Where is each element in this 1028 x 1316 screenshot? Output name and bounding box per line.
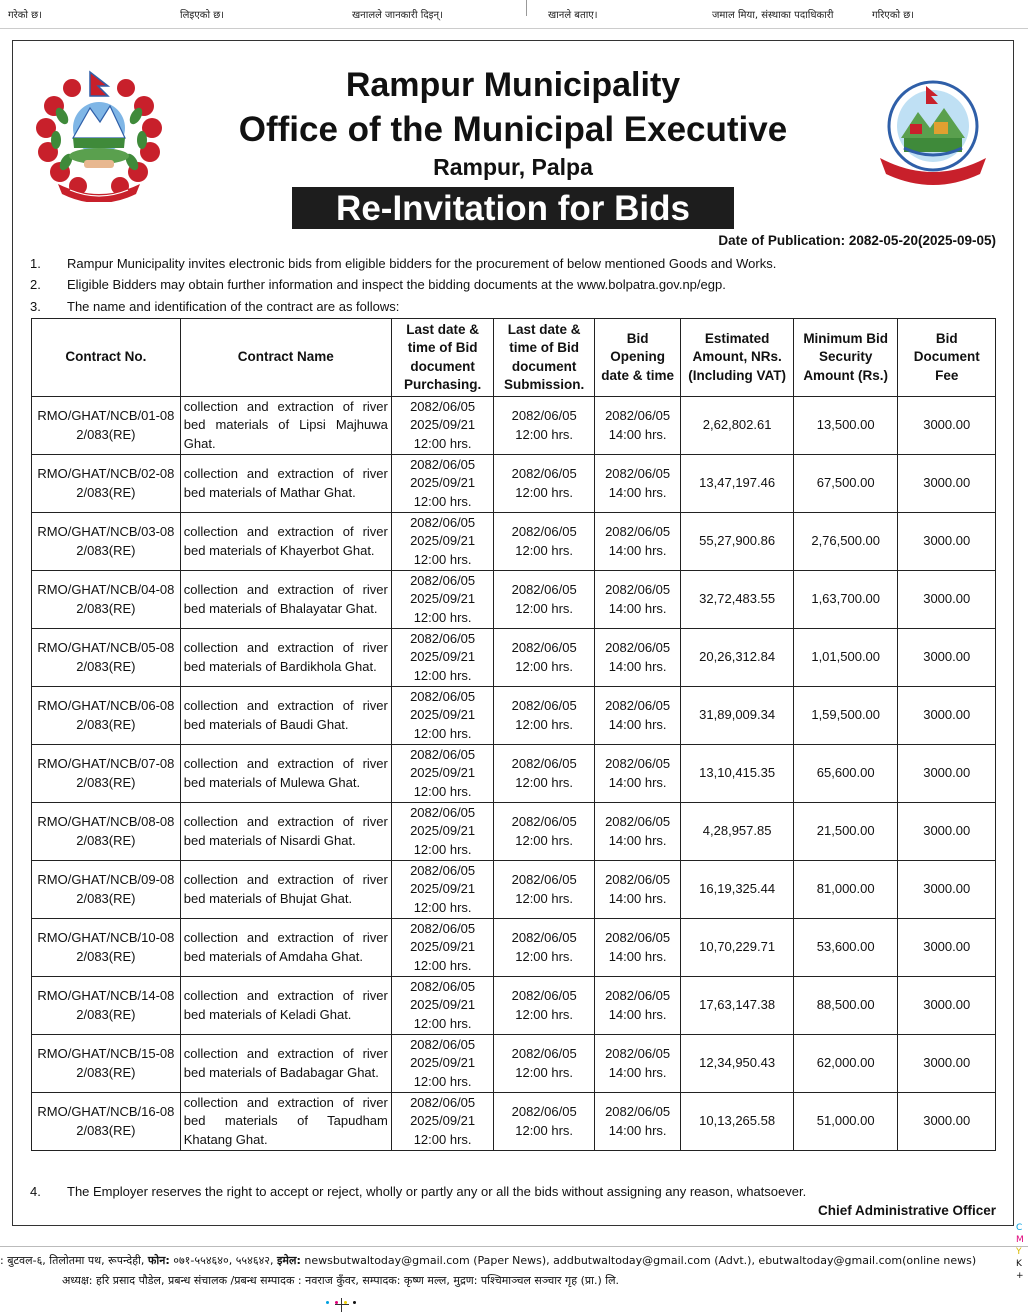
submission-deadline: 2082/06/05 12:00 hrs. [494, 455, 595, 513]
cyan-mark: C [1016, 1223, 1023, 1233]
opening-date: 2082/06/05 14:00 hrs. [594, 629, 680, 687]
contract-name: collection and extraction of river bed materials of Nisardi Ghat. [180, 803, 391, 861]
office-name: Office of the Municipal Executive [238, 110, 788, 149]
opening-date: 2082/06/05 14:00 hrs. [594, 861, 680, 919]
estimated-amount: 10,70,229.71 [681, 919, 794, 977]
contract-number: RMO/GHAT/NCB/15-082/083(RE) [32, 1035, 181, 1093]
purchase-deadline: 2082/06/05 2025/09/21 12:00 hrs. [391, 629, 494, 687]
submission-deadline: 2082/06/05 12:00 hrs. [494, 861, 595, 919]
estimated-amount: 2,62,802.61 [681, 397, 794, 455]
purchase-deadline: 2082/06/05 2025/09/21 12:00 hrs. [391, 397, 494, 455]
submission-deadline: 2082/06/05 12:00 hrs. [494, 1093, 595, 1151]
bid-document-fee: 3000.00 [898, 1035, 996, 1093]
top-strip-text: गरिएको छ। [872, 10, 915, 21]
opening-date: 2082/06/05 14:00 hrs. [594, 919, 680, 977]
submission-deadline: 2082/06/05 12:00 hrs. [494, 629, 595, 687]
office-location: Rampur, Palpa [433, 154, 593, 180]
publisher-staff-line: अध्यक्ष: हरि प्रसाद पौडेल, प्रबन्ध संचालक /प्रबन्ध सम्पादक : नवराज कुँवर, सम्पादक: कृष्ण मल्ल, मुद्रण: पश्चिमाञ्चल सञ्चार गृह (प्रा.) लि. [62, 1274, 620, 1287]
black-mark: K [1016, 1259, 1022, 1269]
footer-divider [0, 1246, 1028, 1247]
bid-document-fee: 3000.00 [898, 1093, 996, 1151]
bid-security-amount: 1,63,700.00 [793, 571, 898, 629]
bid-security-amount: 88,500.00 [793, 977, 898, 1035]
purchase-deadline: 2082/06/05 2025/09/21 12:00 hrs. [391, 1035, 494, 1093]
column-header: Contract No. [32, 319, 181, 397]
column-header: Bid Opening date & time [594, 319, 680, 397]
table-row [32, 687, 996, 745]
submission-deadline: 2082/06/05 12:00 hrs. [494, 571, 595, 629]
contracts-table [31, 318, 996, 1151]
bid-security-amount: 53,600.00 [793, 919, 898, 977]
bid-security-amount: 81,000.00 [793, 861, 898, 919]
contract-name: collection and extraction of river bed materials of Mathar Ghat. [180, 455, 391, 513]
estimated-amount: 12,34,950.43 [681, 1035, 794, 1093]
column-header: Contract Name [180, 319, 391, 397]
column-header: Estimated Amount, NRs. (Including VAT) [681, 319, 794, 397]
magenta-mark: M [1016, 1235, 1024, 1245]
bid-security-amount: 21,500.00 [793, 803, 898, 861]
submission-deadline: 2082/06/05 12:00 hrs. [494, 803, 595, 861]
opening-date: 2082/06/05 14:00 hrs. [594, 745, 680, 803]
contract-number: RMO/GHAT/NCB/08-082/083(RE) [32, 803, 181, 861]
opening-date: 2082/06/05 14:00 hrs. [594, 397, 680, 455]
bid-document-fee: 3000.00 [898, 861, 996, 919]
submission-deadline: 2082/06/05 12:00 hrs. [494, 513, 595, 571]
column-header: Last date & time of Bid document Submission. [494, 319, 595, 397]
submission-deadline: 2082/06/05 12:00 hrs. [494, 1035, 595, 1093]
nepal-government-emblem-icon [28, 66, 170, 202]
contract-number: RMO/GHAT/NCB/07-082/083(RE) [32, 745, 181, 803]
estimated-amount: 17,63,147.38 [681, 977, 794, 1035]
plus-mark: + [1016, 1271, 1024, 1281]
submission-deadline: 2082/06/05 12:00 hrs. [494, 745, 595, 803]
publisher-contact-line [0, 1253, 1020, 1268]
contract-name: collection and extraction of river bed materials of Lipsi Majhuwa Ghat. [180, 397, 391, 455]
table-row [32, 571, 996, 629]
phone-numbers: ०७१-५५४६४०, ५५४६४२, [169, 1254, 278, 1267]
contract-name: collection and extraction of river bed materials of Amdaha Ghat. [180, 919, 391, 977]
purchase-deadline: 2082/06/05 2025/09/21 12:00 hrs. [391, 861, 494, 919]
opening-date: 2082/06/05 14:00 hrs. [594, 1035, 680, 1093]
table-row [32, 629, 996, 687]
email-addresses: newsbutwaltoday@gmail.com (Paper News), addbutwaltoday@gmail.com (Advt.), ebutwaltoday@gmail.com(online news) [300, 1254, 977, 1267]
column-header: Minimum Bid Security Amount (Rs.) [793, 319, 898, 397]
contract-name: collection and extraction of river bed materials of Tapudham Khatang Ghat. [180, 1093, 391, 1151]
contract-number: RMO/GHAT/NCB/01-082/083(RE) [32, 397, 181, 455]
table-row [32, 1093, 996, 1151]
contract-name: collection and extraction of river bed materials of Bardikhola Ghat. [180, 629, 391, 687]
estimated-amount: 16,19,325.44 [681, 861, 794, 919]
municipality-name: Rampur Municipality [345, 66, 681, 104]
newspaper-top-strip [0, 0, 1028, 29]
contract-number: RMO/GHAT/NCB/03-082/083(RE) [32, 513, 181, 571]
bid-document-fee: 3000.00 [898, 397, 996, 455]
purchase-deadline: 2082/06/05 2025/09/21 12:00 hrs. [391, 571, 494, 629]
bid-security-amount: 1,01,500.00 [793, 629, 898, 687]
contract-number: RMO/GHAT/NCB/02-082/083(RE) [32, 455, 181, 513]
estimated-amount: 13,47,197.46 [681, 455, 794, 513]
email-label: इमेल: [277, 1254, 301, 1267]
estimated-amount: 10,13,265.58 [681, 1093, 794, 1151]
paragraph-2 [30, 277, 726, 292]
top-strip-text: खानले बताए। [548, 10, 598, 21]
purchase-deadline: 2082/06/05 2025/09/21 12:00 hrs. [391, 455, 494, 513]
bid-security-amount: 1,59,500.00 [793, 687, 898, 745]
submission-deadline: 2082/06/05 12:00 hrs. [494, 919, 595, 977]
publisher-address: : बुटवल-६, तिलोतमा पथ, रूपन्देही, [0, 1254, 148, 1267]
contract-number: RMO/GHAT/NCB/05-082/083(RE) [32, 629, 181, 687]
notice-title: Re-Invitation for Bids [292, 187, 734, 229]
table-row [32, 919, 996, 977]
column-divider [526, 0, 527, 16]
paragraph-4 [30, 1184, 806, 1199]
purchase-deadline: 2082/06/05 2025/09/21 12:00 hrs. [391, 513, 494, 571]
bid-document-fee: 3000.00 [898, 745, 996, 803]
paragraph-text: The Employer reserves the right to accept or reject, wholly or partly any or all the bids without assigning any reason, whatsoever. [67, 1184, 807, 1199]
estimated-amount: 20,26,312.84 [681, 629, 794, 687]
contract-name: collection and extraction of river bed materials of Keladi Ghat. [180, 977, 391, 1035]
paragraph-number: 3. [30, 299, 41, 314]
rampur-municipality-emblem-icon [874, 78, 992, 188]
top-strip-text: गरेको छ। [8, 10, 42, 21]
column-header: Last date & time of Bid document Purchasing. [391, 319, 494, 397]
opening-date: 2082/06/05 14:00 hrs. [594, 513, 680, 571]
contract-name: collection and extraction of river bed materials of Khayerbot Ghat. [180, 513, 391, 571]
estimated-amount: 32,72,483.55 [681, 571, 794, 629]
top-strip-text: खनालले जानकारी दिइन्। [352, 10, 443, 21]
estimated-amount: 31,89,009.34 [681, 687, 794, 745]
column-header: Bid Document Fee [898, 319, 996, 397]
contract-number: RMO/GHAT/NCB/10-082/083(RE) [32, 919, 181, 977]
table-row [32, 397, 996, 455]
bid-security-amount: 62,000.00 [793, 1035, 898, 1093]
bid-security-amount: 65,600.00 [793, 745, 898, 803]
paragraph-3 [30, 299, 399, 314]
paragraph-number: 1. [30, 256, 41, 271]
bid-security-amount: 2,76,500.00 [793, 513, 898, 571]
bid-document-fee: 3000.00 [898, 977, 996, 1035]
table-row [32, 977, 996, 1035]
purchase-deadline: 2082/06/05 2025/09/21 12:00 hrs. [391, 919, 494, 977]
paragraph-text: Eligible Bidders may obtain further information and inspect the bidding documents at the www.bolpatra.gov.np/egp. [67, 277, 726, 292]
opening-date: 2082/06/05 14:00 hrs. [594, 455, 680, 513]
bid-document-fee: 3000.00 [898, 803, 996, 861]
phone-label: फोन: [147, 1254, 170, 1267]
submission-deadline: 2082/06/05 12:00 hrs. [494, 977, 595, 1035]
opening-date: 2082/06/05 14:00 hrs. [594, 687, 680, 745]
registration-crosshair-icon [335, 1298, 349, 1312]
table-row [32, 513, 996, 571]
opening-date: 2082/06/05 14:00 hrs. [594, 571, 680, 629]
paragraph-number: 2. [30, 277, 41, 292]
registration-dots [326, 1289, 362, 1293]
opening-date: 2082/06/05 14:00 hrs. [594, 1093, 680, 1151]
bid-document-fee: 3000.00 [898, 513, 996, 571]
purchase-deadline: 2082/06/05 2025/09/21 12:00 hrs. [391, 687, 494, 745]
submission-deadline: 2082/06/05 12:00 hrs. [494, 687, 595, 745]
estimated-amount: 55,27,900.86 [681, 513, 794, 571]
opening-date: 2082/06/05 14:00 hrs. [594, 977, 680, 1035]
estimated-amount: 4,28,957.85 [681, 803, 794, 861]
bid-document-fee: 3000.00 [898, 455, 996, 513]
paragraph-number: 4. [30, 1184, 41, 1199]
contract-name: collection and extraction of river bed materials of Badabagar Ghat. [180, 1035, 391, 1093]
contract-name: collection and extraction of river bed materials of Mulewa Ghat. [180, 745, 391, 803]
publication-date: Date of Publication: 2082-05-20(2025-09-05) [718, 233, 996, 248]
table-row [32, 861, 996, 919]
contract-name: collection and extraction of river bed materials of Bhujat Ghat. [180, 861, 391, 919]
bid-security-amount: 13,500.00 [793, 397, 898, 455]
bid-document-fee: 3000.00 [898, 687, 996, 745]
contract-name: collection and extraction of river bed materials of Baudi Ghat. [180, 687, 391, 745]
print-color-marks [1016, 1222, 1028, 1282]
purchase-deadline: 2082/06/05 2025/09/21 12:00 hrs. [391, 977, 494, 1035]
bid-document-fee: 3000.00 [898, 629, 996, 687]
table-row [32, 745, 996, 803]
purchase-deadline: 2082/06/05 2025/09/21 12:00 hrs. [391, 803, 494, 861]
contract-number: RMO/GHAT/NCB/06-082/083(RE) [32, 687, 181, 745]
table-row [32, 455, 996, 513]
top-strip-text: लिइएको छ। [180, 10, 225, 21]
paragraph-text: The name and identification of the contract are as follows: [67, 299, 400, 314]
purchase-deadline: 2082/06/05 2025/09/21 12:00 hrs. [391, 1093, 494, 1151]
opening-date: 2082/06/05 14:00 hrs. [594, 803, 680, 861]
submission-deadline: 2082/06/05 12:00 hrs. [494, 397, 595, 455]
table-body [32, 397, 996, 1151]
table-row [32, 1035, 996, 1093]
yellow-mark: Y [1016, 1247, 1022, 1257]
bid-security-amount: 51,000.00 [793, 1093, 898, 1151]
paragraph-text: Rampur Municipality invites electronic bids from eligible bidders for the procurement of below mentioned Goods and Works. [67, 256, 777, 271]
table-header-row [32, 319, 996, 397]
purchase-deadline: 2082/06/05 2025/09/21 12:00 hrs. [391, 745, 494, 803]
contract-number: RMO/GHAT/NCB/09-082/083(RE) [32, 861, 181, 919]
contract-number: RMO/GHAT/NCB/04-082/083(RE) [32, 571, 181, 629]
bid-document-fee: 3000.00 [898, 919, 996, 977]
contract-name: collection and extraction of river bed materials of Bhalayatar Ghat. [180, 571, 391, 629]
signatory-title: Chief Administrative Officer [817, 1203, 996, 1218]
contract-number: RMO/GHAT/NCB/14-082/083(RE) [32, 977, 181, 1035]
table-row [32, 803, 996, 861]
bid-document-fee: 3000.00 [898, 571, 996, 629]
bid-security-amount: 67,500.00 [793, 455, 898, 513]
estimated-amount: 13,10,415.35 [681, 745, 794, 803]
top-strip-text: जमाल मिया, संस्थाका पदाधिकारी [712, 10, 834, 21]
contract-number: RMO/GHAT/NCB/16-082/083(RE) [32, 1093, 181, 1151]
paragraph-1 [30, 256, 776, 271]
